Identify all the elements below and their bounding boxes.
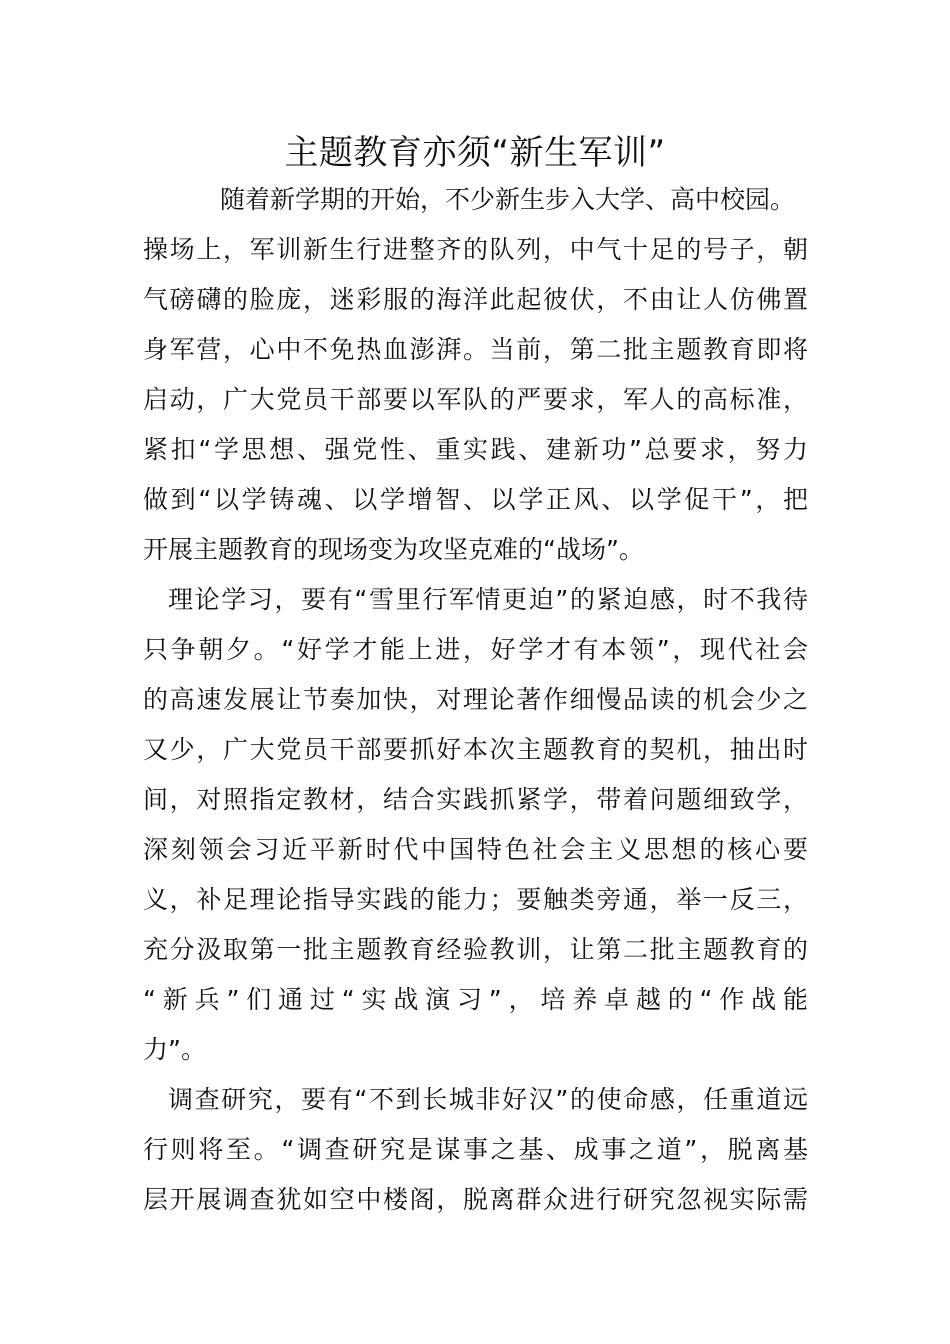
paragraph-2-line-8: 充分汲取第一批主题教育经验教训，让第二批主题教育的 <box>143 935 808 964</box>
paragraph-1-line-2: 操场上，军训新生行进整齐的队列，中气十足的号子，朝 <box>143 235 808 264</box>
paragraph-2-line-2: 只争朝夕。“好学才能上进，好学才有本领”，现代社会 <box>143 635 808 664</box>
paragraph-3-line-2: 行则将至。“调查研究是谋事之基、成事之道”，脱离基 <box>143 1135 808 1164</box>
document-title: 主题教育亦须“新生军训” <box>284 133 666 173</box>
paragraph-2-line-1: 理论学习，要有“雪里行军情更迫”的紧迫感，时不我待 <box>168 585 808 614</box>
paragraph-1-line-8: 开展主题教育的现场变为攻坚克难的“战场”。 <box>143 535 644 564</box>
paragraph-1-line-3: 气磅礴的脸庞，迷彩服的海洋此起彼伏，不由让人仿佛置 <box>143 285 808 314</box>
paragraph-2-line-4: 又少，广大党员干部要抓好本次主题教育的契机，抽出时 <box>143 735 808 764</box>
paragraph-1-line-6: 紧扣“学思想、强党性、重实践、建新功”总要求，努力 <box>143 435 808 464</box>
paragraph-2-line-7: 义，补足理论指导实践的能力；要触类旁通，举一反三， <box>143 885 808 914</box>
paragraph-3-line-3: 层开展调查犹如空中楼阁，脱离群众进行研究忽视实际需 <box>143 1185 808 1214</box>
paragraph-2-line-5: 间，对照指定教材，结合实践抓紧学，带着问题细致学， <box>143 785 808 814</box>
paragraph-1-line-7: 做到“以学铸魂、以学增智、以学正风、以学促干”，把 <box>143 485 808 514</box>
paragraph-1-line-5: 启动，广大党员干部要以军队的严要求，军人的高标准， <box>143 385 808 414</box>
paragraph-1-line-1: 随着新学期的开始，不少新生步入大学、高中校园。 <box>220 185 796 214</box>
paragraph-2-line-6: 深刻领会习近平新时代中国特色社会主义思想的核心要 <box>143 835 808 864</box>
paragraph-1-line-4: 身军营，心中不免热血澎湃。当前，第二批主题教育即将 <box>143 335 808 364</box>
paragraph-3-line-1: 调查研究，要有“不到长城非好汉”的使命感，任重道远 <box>168 1085 808 1114</box>
paragraph-2-line-10: 力”。 <box>143 1035 206 1064</box>
paragraph-2-line-9: “新兵”们通过“实战演习”，培养卓越的“作战能 <box>143 985 808 1014</box>
paragraph-2-line-3: 的高速发展让节奏加快，对理论著作细慢品读的机会少之 <box>143 685 808 714</box>
